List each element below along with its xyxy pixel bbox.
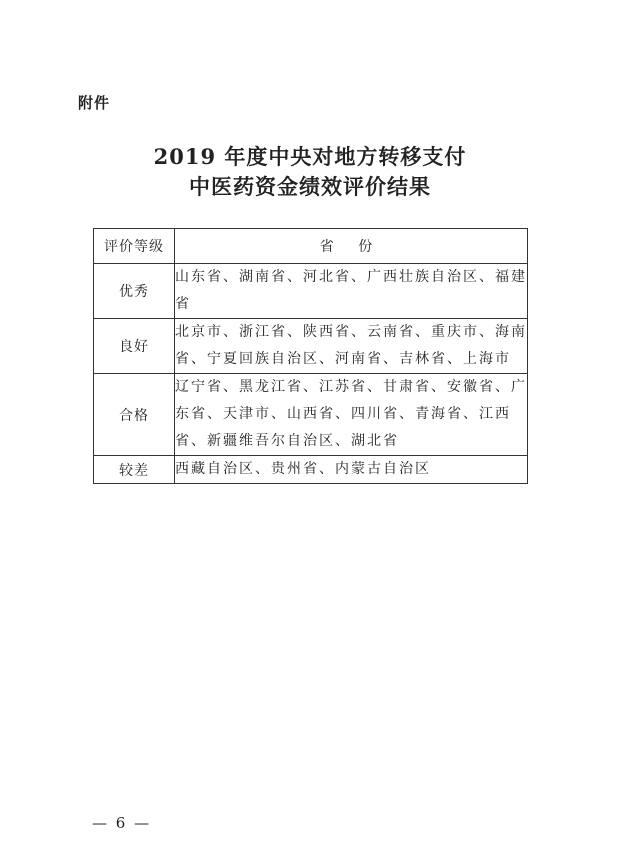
provinces-cell: 山东省、湖南省、河北省、广西壮族自治区、福建省 <box>175 264 528 319</box>
results-table <box>93 228 528 484</box>
table-row <box>94 264 528 319</box>
table-row <box>94 456 528 484</box>
attachment-label: 附件 <box>78 94 111 112</box>
page-number: — 6 — <box>92 814 152 832</box>
header-provinces: 省 份 <box>175 229 528 264</box>
document-title <box>0 142 620 202</box>
grade-cell: 较差 <box>94 456 175 484</box>
grade-cell: 良好 <box>94 319 175 374</box>
table-row <box>94 319 528 374</box>
grade-cell: 合格 <box>94 374 175 456</box>
table-row <box>94 374 528 456</box>
grade-cell: 优秀 <box>94 264 175 319</box>
provinces-cell: 辽宁省、黑龙江省、江苏省、甘肃省、安徽省、广东省、天津市、山西省、四川省、青海省、江西省、新疆维吾尔自治区、湖北省 <box>175 374 528 456</box>
provinces-cell: 西藏自治区、贵州省、内蒙古自治区 <box>175 456 528 484</box>
table-header-row <box>94 229 528 264</box>
header-grade: 评价等级 <box>94 229 175 264</box>
title-line-1: 2019 年度中央对地方转移支付 <box>153 144 467 169</box>
provinces-cell: 北京市、浙江省、陕西省、云南省、重庆市、海南省、宁夏回族自治区、河南省、吉林省、上海市 <box>175 319 528 374</box>
title-line-2: 中医药资金绩效评价结果 <box>189 174 431 199</box>
